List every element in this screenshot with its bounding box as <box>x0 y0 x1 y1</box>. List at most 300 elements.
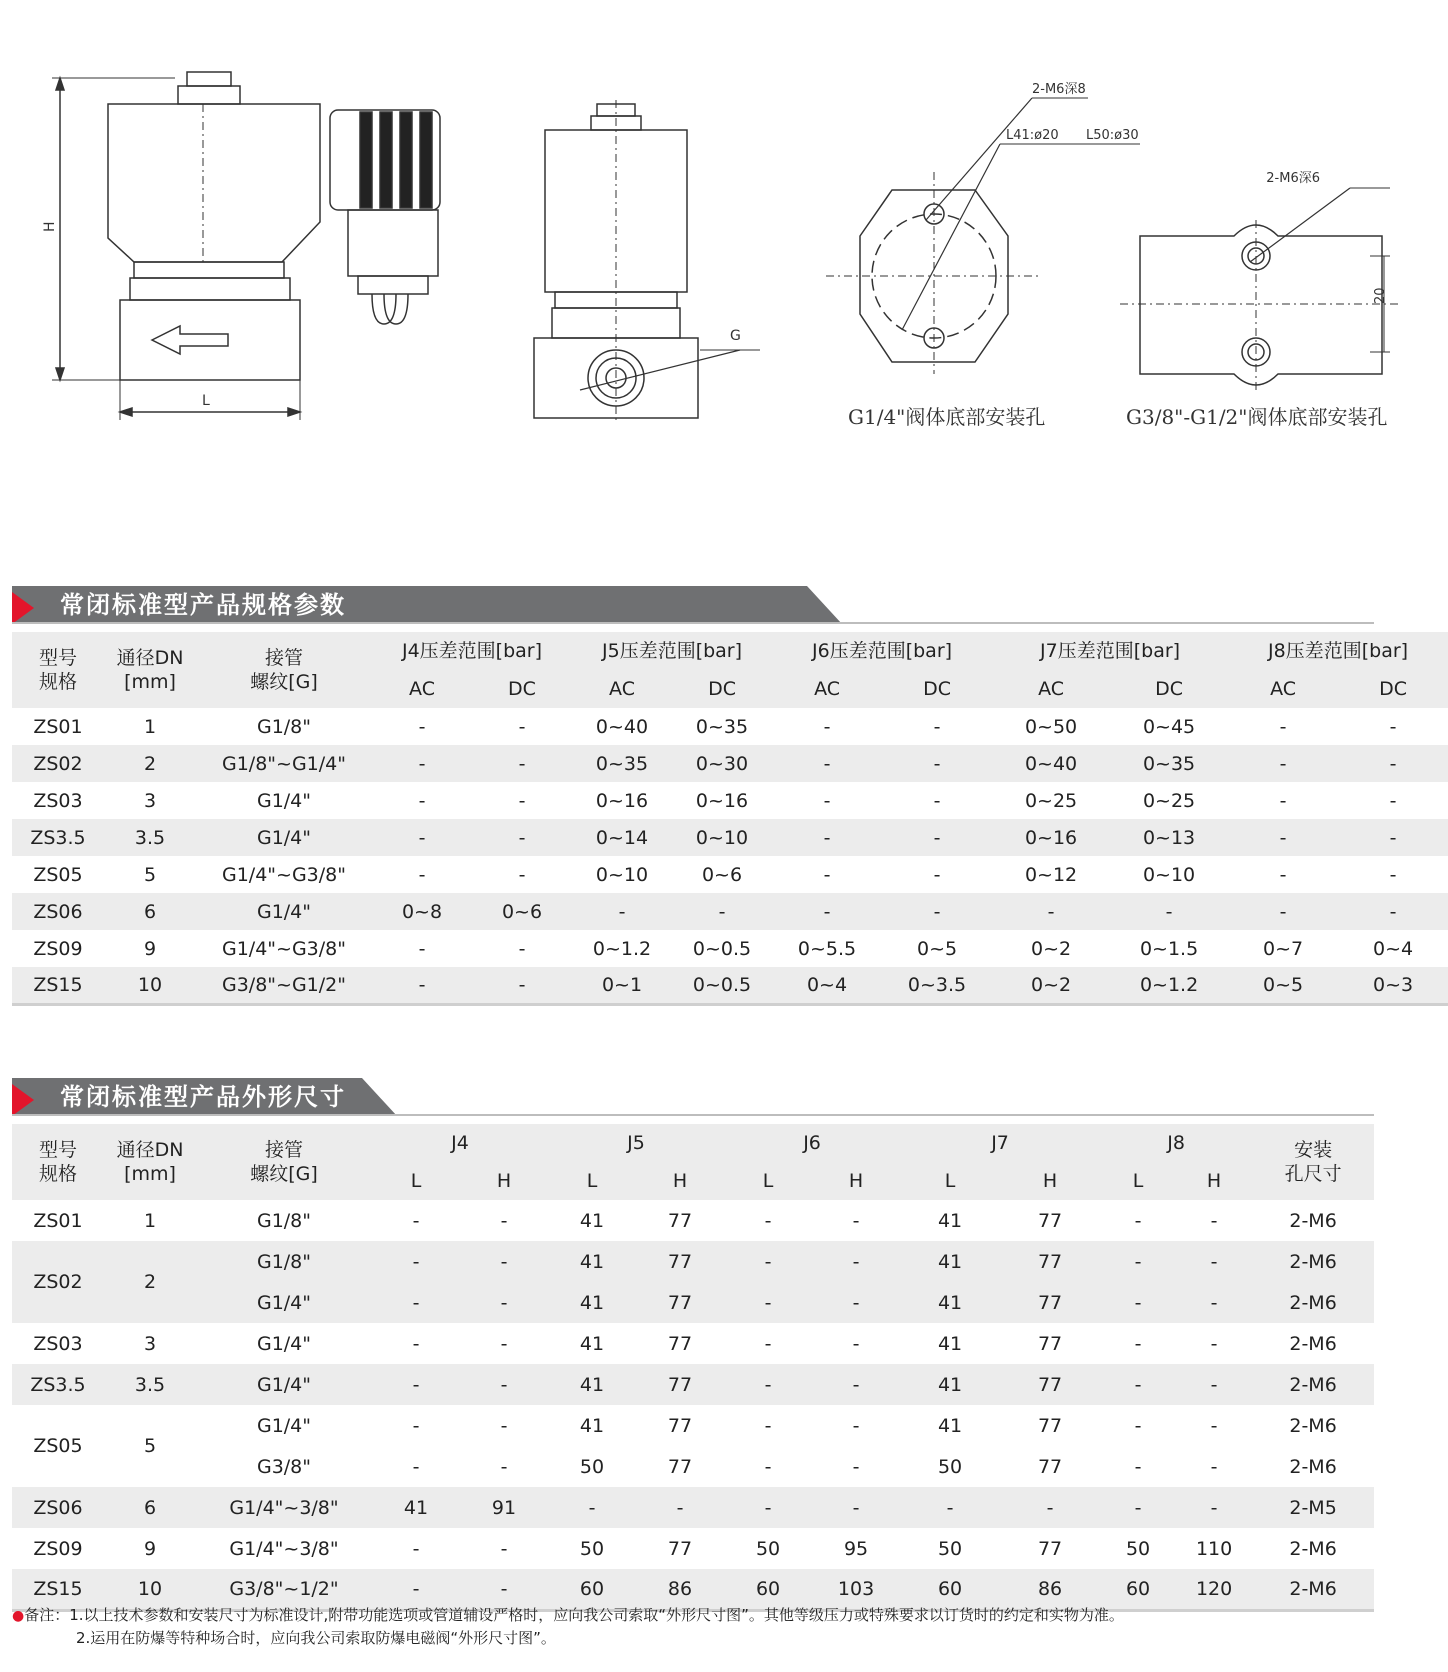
head-thread: 接管 螺纹[G] <box>196 632 372 708</box>
table-cell: - <box>418 789 426 812</box>
table-cell: 60 <box>548 1569 636 1610</box>
table-cell: 0~5.5 <box>797 937 857 960</box>
dn-cell: 1 <box>143 1209 157 1232</box>
table-row <box>12 819 1448 856</box>
table-cell: ZS02 <box>12 745 104 782</box>
table-cell: - <box>412 1332 420 1355</box>
table-cell: - <box>412 1209 420 1232</box>
red-marker-icon <box>12 592 34 624</box>
table-cell: 77 <box>636 1241 724 1282</box>
table-cell: - <box>548 1487 636 1528</box>
table-cell: - <box>500 1455 508 1478</box>
table-cell: 0~2 <box>992 967 1110 1004</box>
label-l41: L41:ø20 <box>1006 128 1059 143</box>
table-cell: - <box>1100 1282 1176 1323</box>
table-row <box>12 1323 1374 1364</box>
dim-label-20: 20 <box>1373 287 1388 304</box>
table-cell: 0~6 <box>472 893 572 930</box>
table-cell: G1/4" <box>256 1332 312 1355</box>
table-cell: 77 <box>667 1209 693 1232</box>
section-title-dimensions: 常闭标准型产品外形尺寸 <box>60 1083 346 1111</box>
table-cell: 50 <box>1125 1537 1151 1560</box>
table-cell: G1/4"~G3/8" <box>221 937 346 960</box>
table-cell: - <box>418 937 426 960</box>
table-cell: - <box>764 1455 772 1478</box>
dn-cell: 5 <box>143 1435 157 1457</box>
table-cell: - <box>772 745 882 782</box>
table-cell: - <box>1134 1414 1142 1437</box>
model-cell: ZS09 <box>33 1537 83 1560</box>
table-cell: - <box>1210 1209 1218 1232</box>
table-cell: G1/4"~3/8" <box>229 1537 339 1560</box>
section-header-dimensions <box>12 1078 1374 1116</box>
table-row <box>12 745 1448 782</box>
model-cell: ZS03 <box>33 1332 83 1355</box>
table-cell: - <box>724 1282 812 1323</box>
table-cell: - <box>882 893 992 930</box>
section-title-spec: 常闭标准型产品规格参数 <box>60 591 346 619</box>
head-sub-dc: DC <box>672 670 772 708</box>
table-cell: - <box>412 1537 420 1560</box>
table-cell: 41 <box>900 1241 1000 1282</box>
table-cell: 77 <box>1037 1455 1063 1478</box>
head-sub-h: H <box>1176 1162 1252 1200</box>
table-cell: - <box>852 1209 860 1232</box>
table-cell: 5 <box>143 863 157 886</box>
table-cell: - <box>882 819 992 856</box>
dn-cell: 9 <box>143 1537 157 1560</box>
table-cell: 86 <box>636 1569 724 1610</box>
side-view-drawing <box>52 72 440 420</box>
head-sub-h: H <box>636 1162 724 1200</box>
table-cell: 41 <box>900 1282 1000 1323</box>
table-cell: 103 <box>812 1569 900 1610</box>
head-sub-ac: AC <box>372 670 472 708</box>
table-cell: 77 <box>667 1332 693 1355</box>
table-cell: - <box>460 1282 548 1323</box>
table-cell: 0~1.2 <box>1110 967 1228 1004</box>
dn-cell: 6 <box>104 1487 196 1528</box>
table-cell: - <box>1176 1241 1252 1282</box>
table-cell: - <box>1100 1487 1176 1528</box>
table-cell: - <box>1338 893 1448 930</box>
head-group-j4: J4压差范围[bar] <box>372 632 572 670</box>
head-sub-ac: AC <box>572 670 672 708</box>
table-cell: ZS01 <box>33 715 83 738</box>
table-cell: - <box>812 1282 900 1323</box>
table-cell: 0~40 <box>992 745 1110 782</box>
table-cell: - <box>772 893 882 930</box>
table-cell: - <box>1228 893 1338 930</box>
table-cell: 0~5 <box>1228 967 1338 1004</box>
dim-label-l: L <box>202 393 210 409</box>
table-cell: 10 <box>104 967 196 1004</box>
table-cell: G1/4" <box>256 1414 312 1437</box>
head-sub-l: L <box>1100 1162 1176 1200</box>
table-cell: - <box>724 1487 812 1528</box>
label-2m6-depth8: 2-M6深8 <box>1032 82 1086 97</box>
head-sub-dc: DC <box>472 670 572 708</box>
table-cell: - <box>1210 1414 1218 1437</box>
table-cell: 77 <box>636 1364 724 1405</box>
table-cell: - <box>1279 789 1287 812</box>
table-cell: - <box>1279 863 1287 886</box>
table-cell: 2-M5 <box>1252 1487 1374 1528</box>
footnotes <box>12 1604 1124 1649</box>
table-cell: 0~16 <box>595 789 649 812</box>
table-cell: - <box>1338 819 1448 856</box>
table-cell: - <box>1134 1455 1142 1478</box>
table-cell: - <box>1000 1487 1100 1528</box>
table-cell: - <box>852 1455 860 1478</box>
table-cell: 50 <box>937 1537 963 1560</box>
table-cell: 60 <box>724 1569 812 1610</box>
dn-cell: 3.5 <box>104 1364 196 1405</box>
table-cell: - <box>823 863 831 886</box>
table-cell: - <box>518 937 526 960</box>
table-cell: - <box>852 1414 860 1437</box>
note-line-2: 2.运用在防爆等特种场合时，应向我公司索取防爆电磁阀“外形尺寸图”。 <box>76 1629 556 1647</box>
table-cell: G3/8"~G1/2" <box>196 967 372 1004</box>
table-cell: - <box>1228 745 1338 782</box>
table-cell: G3/8"~1/2" <box>196 1569 372 1610</box>
table-cell: 41 <box>579 1209 605 1232</box>
table-cell: - <box>1100 1364 1176 1405</box>
table-cell: - <box>472 967 572 1004</box>
table-cell: - <box>372 819 472 856</box>
table-cell: G1/4" <box>196 1282 372 1323</box>
table-cell: 2-M6 <box>1252 1364 1374 1405</box>
table-cell: ZS03 <box>33 789 83 812</box>
head-thread: 接管 螺纹[G] <box>196 1124 372 1200</box>
table-cell: 0~4 <box>772 967 882 1004</box>
dim-label-h: H <box>42 221 58 232</box>
head-group-j7: J7压差范围[bar] <box>992 632 1228 670</box>
table-cell: 60 <box>1100 1569 1176 1610</box>
table-cell: G1/8" <box>256 715 312 738</box>
table-cell: - <box>724 1241 812 1282</box>
table-cell: G1/4" <box>256 789 312 812</box>
table-cell: 2-M6 <box>1252 1282 1374 1323</box>
table-cell: - <box>823 715 831 738</box>
table-cell: - <box>1389 863 1397 886</box>
table-cell: 2-M6 <box>1289 1414 1337 1437</box>
head-group-j7: J7 <box>900 1124 1100 1162</box>
table-row <box>12 1405 1374 1446</box>
table-cell: - <box>672 893 772 930</box>
table-cell: 0~50 <box>1024 715 1078 738</box>
table-cell: - <box>1110 893 1228 930</box>
table-cell: - <box>500 1209 508 1232</box>
table-cell: - <box>460 1569 548 1610</box>
head-sub-h: H <box>460 1162 548 1200</box>
table-cell: 0~5 <box>916 937 958 960</box>
table-cell: 0~16 <box>695 789 749 812</box>
table-cell: - <box>764 1414 772 1437</box>
table-cell: - <box>1100 1241 1176 1282</box>
table-cell: 77 <box>667 1455 693 1478</box>
table-cell: 41 <box>579 1414 605 1437</box>
head-group-j8: J8 <box>1100 1124 1252 1162</box>
table-row <box>12 1241 1374 1282</box>
table-cell: 0~7 <box>1263 937 1304 960</box>
table-cell: - <box>372 1364 460 1405</box>
table-cell: - <box>823 789 831 812</box>
table-cell: - <box>472 819 572 856</box>
table-cell: ZS3.5 <box>12 819 104 856</box>
head-sub-dc: DC <box>882 670 992 708</box>
dn-cell: 10 <box>104 1569 196 1610</box>
table-cell: 2-M6 <box>1252 1241 1374 1282</box>
section-header-spec <box>12 586 1374 624</box>
head-group-j6: J6压差范围[bar] <box>772 632 992 670</box>
caption-g14-mount: G1/4"阀体底部安装孔 <box>848 405 1046 429</box>
head-sub-h: H <box>1000 1162 1100 1200</box>
model-cell: ZS05 <box>33 1435 83 1457</box>
table-cell: 0~16 <box>992 819 1110 856</box>
table-cell: - <box>460 1364 548 1405</box>
head-dn: 通径DN [mm] <box>104 1124 196 1200</box>
table-cell: - <box>500 1332 508 1355</box>
table-row <box>12 1200 1374 1241</box>
table-cell: - <box>372 745 472 782</box>
bullet-icon: ● <box>12 1608 25 1624</box>
dimension-table <box>12 1124 1374 1612</box>
head-group-j5: J5 <box>548 1124 724 1162</box>
table-cell: ZS15 <box>12 967 104 1004</box>
table-cell: ZS06 <box>12 893 104 930</box>
table-cell: 0~25 <box>1142 789 1196 812</box>
table-cell: G3/8" <box>256 1455 312 1478</box>
table-cell: 0~1 <box>572 967 672 1004</box>
table-cell: 77 <box>1037 1209 1063 1232</box>
head-group-j5: J5压差范围[bar] <box>572 632 772 670</box>
head-dn: 通径DN [mm] <box>104 632 196 708</box>
table-cell: G1/4"~3/8" <box>196 1487 372 1528</box>
table-cell: 3 <box>143 789 157 812</box>
table-cell: - <box>472 745 572 782</box>
table-cell: 0~4 <box>1373 937 1414 960</box>
table-cell: 95 <box>843 1537 869 1560</box>
table-cell: - <box>882 745 992 782</box>
table-cell: G1/4" <box>196 893 372 930</box>
table-cell: 77 <box>1037 1414 1063 1437</box>
dn-cell: 3 <box>143 1332 157 1355</box>
table-cell: ZS05 <box>33 863 83 886</box>
table-cell: 86 <box>1000 1569 1100 1610</box>
table-cell: 41 <box>548 1364 636 1405</box>
head-sub-l: L <box>372 1162 460 1200</box>
table-cell: G1/8"~G1/4" <box>196 745 372 782</box>
table-row <box>12 930 1448 967</box>
table-cell: - <box>933 789 941 812</box>
table-cell: 2-M6 <box>1289 1332 1337 1355</box>
table-cell: 50 <box>755 1537 781 1560</box>
table-cell: 41 <box>937 1332 963 1355</box>
table-cell: ZS09 <box>33 937 83 960</box>
model-cell: ZS06 <box>12 1487 104 1528</box>
table-cell: - <box>1279 715 1287 738</box>
table-cell: 60 <box>900 1569 1000 1610</box>
table-cell: - <box>372 1569 460 1610</box>
table-cell: 0~3 <box>1338 967 1448 1004</box>
table-cell: - <box>933 715 941 738</box>
head-group-j4: J4 <box>372 1124 548 1162</box>
table-row <box>12 856 1448 893</box>
head-model: 型号 规格 <box>12 1124 104 1200</box>
table-cell: 6 <box>104 893 196 930</box>
head-sub-l: L <box>548 1162 636 1200</box>
table-cell: 2-M6 <box>1289 1209 1337 1232</box>
table-cell: 41 <box>372 1487 460 1528</box>
table-cell: - <box>418 715 426 738</box>
table-cell: 0~10 <box>1142 863 1196 886</box>
head-group-j6: J6 <box>724 1124 900 1162</box>
table-cell: 77 <box>636 1282 724 1323</box>
table-cell: - <box>518 715 526 738</box>
table-cell: - <box>636 1487 724 1528</box>
dim-label-g: G <box>730 328 741 344</box>
table-cell: 41 <box>548 1241 636 1282</box>
table-cell: - <box>500 1537 508 1560</box>
table-cell: 41 <box>548 1282 636 1323</box>
table-cell: - <box>412 1455 420 1478</box>
table-cell: - <box>772 819 882 856</box>
model-cell: ZS3.5 <box>12 1364 104 1405</box>
table-cell: 0~12 <box>1024 863 1078 886</box>
table-cell: 0~6 <box>701 863 743 886</box>
table-cell: G1/4" <box>196 819 372 856</box>
table-cell: 2-M6 <box>1252 1569 1374 1610</box>
table-cell: - <box>812 1241 900 1282</box>
caption-g38-mount: G3/8"-G1/2"阀体底部安装孔 <box>1126 405 1388 429</box>
technical-drawings <box>0 0 1390 440</box>
red-marker-icon <box>12 1084 34 1116</box>
table-cell: 0~14 <box>572 819 672 856</box>
table-cell: - <box>1389 715 1397 738</box>
dn-cell: 2 <box>104 1241 196 1323</box>
table-cell: 91 <box>460 1487 548 1528</box>
model-cell: ZS02 <box>12 1241 104 1323</box>
table-cell: 77 <box>1000 1282 1100 1323</box>
table-cell: 0~25 <box>1024 789 1078 812</box>
table-cell: G1/4"~G3/8" <box>221 863 346 886</box>
table-row <box>12 1364 1374 1405</box>
table-cell: - <box>418 863 426 886</box>
table-row <box>12 967 1448 1004</box>
table-cell: 0~10 <box>672 819 772 856</box>
table-cell: 9 <box>143 937 157 960</box>
table-cell: - <box>1176 1487 1252 1528</box>
table-cell: - <box>1176 1282 1252 1323</box>
table-cell: 0~1.2 <box>592 937 652 960</box>
table-cell: 50 <box>579 1537 605 1560</box>
table-cell: 0~30 <box>672 745 772 782</box>
table-row <box>12 708 1448 745</box>
table-cell: - <box>764 1332 772 1355</box>
table-cell: 0~0.5 <box>692 937 752 960</box>
mount-hole-drawing-g38 <box>1120 188 1400 390</box>
table-cell: - <box>412 1414 420 1437</box>
head-group-j8: J8压差范围[bar] <box>1228 632 1448 670</box>
head-sub-ac: AC <box>992 670 1110 708</box>
front-view-drawing <box>534 100 760 420</box>
table-cell: - <box>764 1209 772 1232</box>
table-cell: 77 <box>1037 1537 1063 1560</box>
table-cell: 110 <box>1195 1537 1233 1560</box>
head-sub-h: H <box>812 1162 900 1200</box>
label-l50: L50:ø30 <box>1086 128 1139 143</box>
label-2m6-depth6: 2-M6深6 <box>1266 171 1320 186</box>
table-cell: 77 <box>1000 1364 1100 1405</box>
table-cell: G1/4" <box>196 1364 372 1405</box>
table-row <box>12 1487 1374 1528</box>
table-cell: 0~35 <box>572 745 672 782</box>
table-cell: 0~3.5 <box>882 967 992 1004</box>
table-cell: - <box>1176 1364 1252 1405</box>
table-row <box>12 893 1448 930</box>
table-cell: - <box>1389 789 1397 812</box>
table-cell: 0~10 <box>595 863 649 886</box>
table-cell: 50 <box>937 1455 963 1478</box>
table-cell: 0~13 <box>1110 819 1228 856</box>
table-row <box>12 1528 1374 1569</box>
table-cell: 3.5 <box>104 819 196 856</box>
table-cell: - <box>933 863 941 886</box>
head-sub-dc: DC <box>1110 670 1228 708</box>
head-sub-dc: DC <box>1338 670 1448 708</box>
model-cell: ZS15 <box>12 1569 104 1610</box>
table-cell: 41 <box>937 1414 963 1437</box>
table-cell: - <box>1134 1332 1142 1355</box>
table-cell: 0~40 <box>595 715 649 738</box>
table-cell: - <box>1210 1455 1218 1478</box>
table-cell: - <box>812 1364 900 1405</box>
head-sub-l: L <box>900 1162 1000 1200</box>
model-cell: ZS01 <box>33 1209 83 1232</box>
table-cell: - <box>1134 1209 1142 1232</box>
table-cell: - <box>572 893 672 930</box>
table-cell: 0~35 <box>695 715 749 738</box>
table-cell: 0~2 <box>1030 937 1072 960</box>
table-cell: - <box>460 1241 548 1282</box>
table-cell: - <box>812 1487 900 1528</box>
table-cell: 0~45 <box>1142 715 1196 738</box>
spec-table <box>12 632 1448 1006</box>
table-cell: 0~1.5 <box>1139 937 1199 960</box>
table-cell: 41 <box>900 1364 1000 1405</box>
table-cell: - <box>372 1241 460 1282</box>
table-cell: 41 <box>937 1209 963 1232</box>
table-cell: 0~0.5 <box>672 967 772 1004</box>
table-cell: 77 <box>667 1414 693 1437</box>
table-cell: - <box>900 1487 1000 1528</box>
head-sub-l: L <box>724 1162 812 1200</box>
head-sub-ac: AC <box>1228 670 1338 708</box>
table-cell: G1/8" <box>196 1241 372 1282</box>
table-cell: 2 <box>104 745 196 782</box>
table-cell: - <box>852 1332 860 1355</box>
head-mount: 安装 孔尺寸 <box>1252 1124 1374 1200</box>
head-model: 型号 规格 <box>12 632 104 708</box>
table-row <box>12 1282 1374 1323</box>
table-cell: 77 <box>1000 1241 1100 1282</box>
table-cell: - <box>518 863 526 886</box>
table-cell: G1/8" <box>256 1209 312 1232</box>
table-cell: 120 <box>1176 1569 1252 1610</box>
table-row <box>12 1446 1374 1487</box>
head-sub-ac: AC <box>772 670 882 708</box>
